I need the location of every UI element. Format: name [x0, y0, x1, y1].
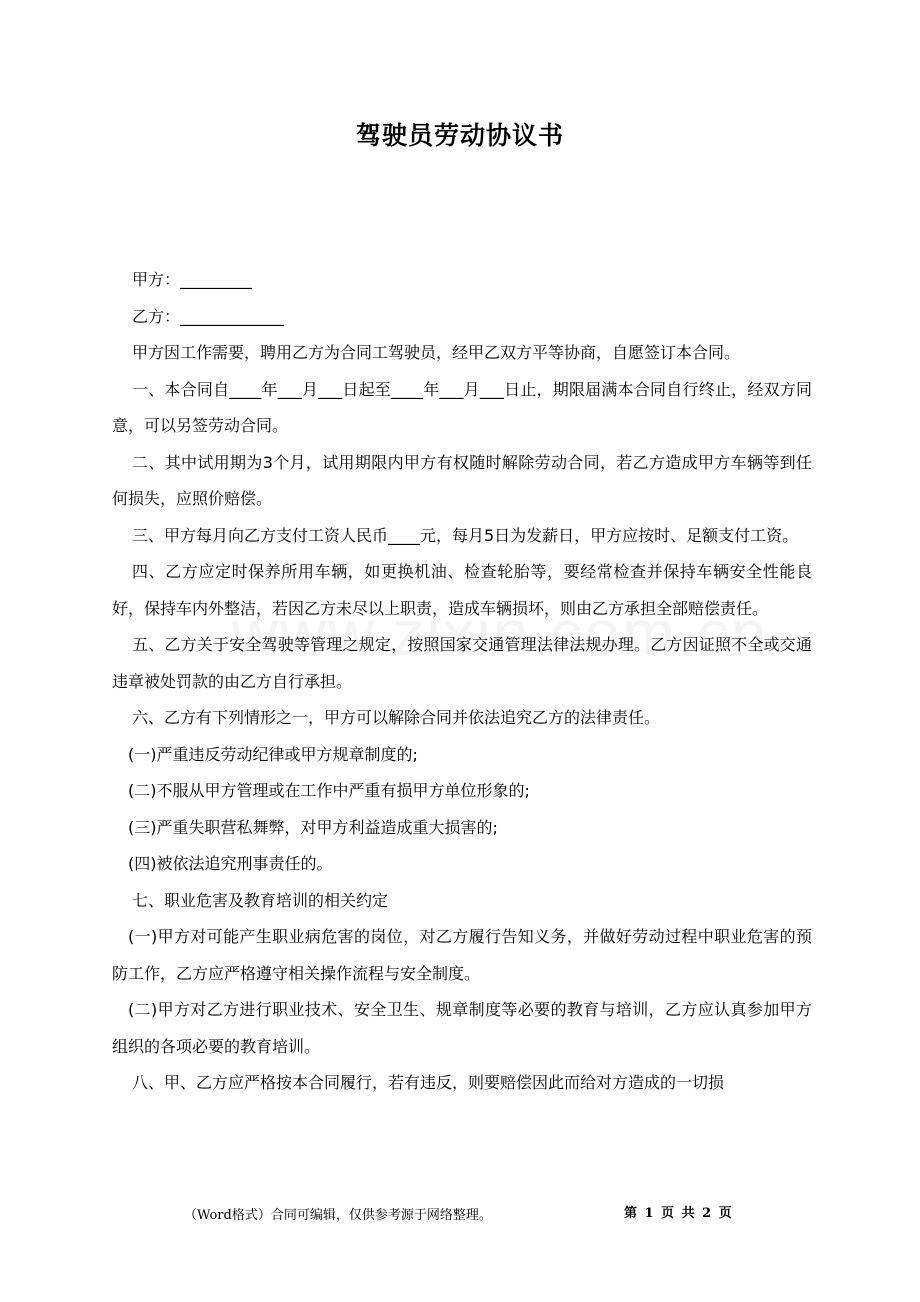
clause-1: 一、本合同自____年___月___日起至____年___月___日止，期限届满本合同自行终止，经双方同意，可以另签劳动合同。 [112, 379, 812, 435]
party-a-line: 甲方：_________ [132, 270, 253, 289]
document-body [112, 262, 812, 1102]
clause-6-item: (四)被依法追究刑事责任的。 [128, 854, 333, 873]
party-b-line: 乙方：_____________ [132, 306, 285, 326]
footer-note: （Word格式）合同可编辑，仅供参考源于网络整理。 [184, 1208, 492, 1223]
clause-8: 八、甲、乙方应严格按本合同履行，若有违反，则要赔偿因此而给对方造成的一切损 [132, 1073, 725, 1092]
clause-6-item: (三)严重失职营私舞弊，对甲方利益造成重大损害的; [128, 817, 498, 837]
clause-7-item: (二)甲方对乙方进行职业技术、安全卫生、规章制度等必要的教育与培训，乙方应认真参加甲方组织的各项必要的教育培训。 [112, 1000, 812, 1056]
intro-paragraph: 甲方因工作需要，聘用乙方为合同工驾驶员，经甲乙双方平等协商，自愿签订本合同。 [132, 343, 741, 362]
clause-7: 七、职业危害及教育培训的相关约定 [132, 890, 389, 910]
document-title: 驾驶员劳动协议书 [355, 121, 564, 150]
clause-6-item: (二)不服从甲方管理或在工作中严重有损甲方单位形象的; [128, 781, 530, 800]
clause-2: 二、其中试用期为3个月，试用期限内甲方有权随时解除劳动合同，若乙方造成甲方车辆等到任何损失，应照价赔偿。 [112, 452, 812, 508]
clause-4: 四、乙方应定时保养所用车辆，如更换机油、检查轮胎等，要经常检查并保持车辆安全性能良好，保持车内外整洁，若因乙方未尽以上职责，造成车辆损坏，则由乙方承担全部赔偿责任。 [112, 562, 812, 618]
clause-3: 三、甲方每月向乙方支付工资人民币____元，每月5日为发薪日，甲方应按时、足额支付工资。 [132, 525, 799, 545]
clause-6: 六、乙方有下列情形之一，甲方可以解除合同并依法追究乙方的法律责任。 [132, 708, 661, 727]
page-number: 第 1 页 共 2 页 [624, 1206, 732, 1221]
clause-6-item: (一)严重违反劳动纪律或甲方规章制度的; [128, 744, 418, 764]
clause-5: 五、乙方关于安全驾驶等管理之规定，按照国家交通管理法律法规办理。乙方因证照不全或交通违章被处罚款的由乙方自行承担。 [112, 635, 812, 691]
clause-7-item: (一)甲方对可能产生职业病危害的岗位，对乙方履行告知义务，并做好劳动过程中职业危害的预防工作，乙方应严格遵守相关操作流程与安全制度。 [112, 927, 812, 983]
